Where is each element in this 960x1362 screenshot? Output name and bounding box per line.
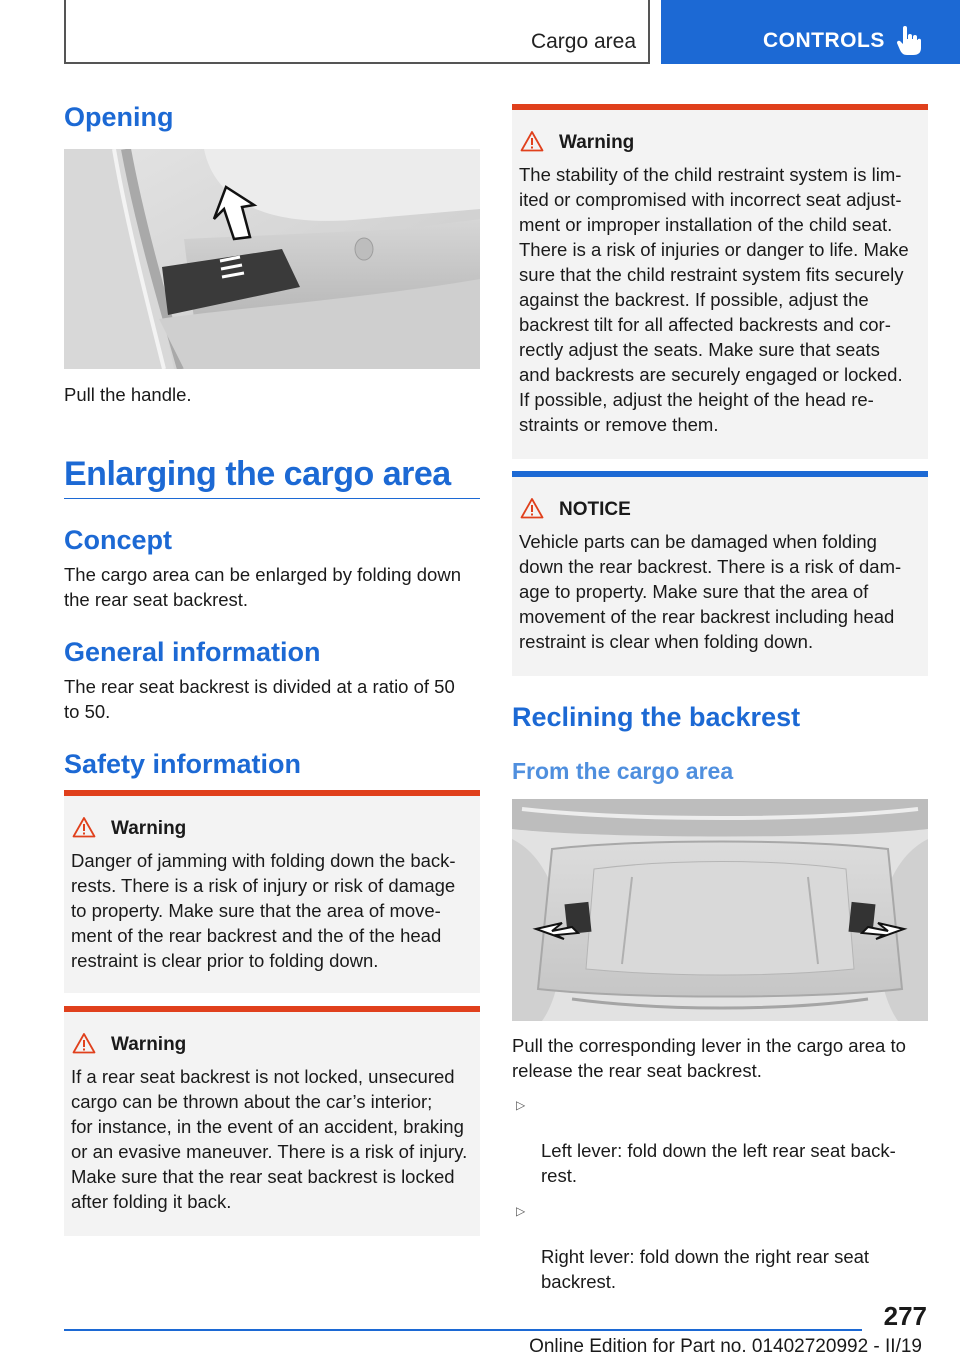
opening-caption: Pull the handle. xyxy=(64,384,192,405)
warning-text: The stability of the child restraint system is lim- ited or compromised with incorrect seat adjust- ment or improper installation of the child seat. There is a risk of injuries or danger to life. Make sure that the child restraint system fits securely against the backrest. If possible, adjust the backrest tilt for all affected backrests and cor- rectly adjust the seats. Make sure that seats and backrests are securely engaged or locked. If possible, adjust the height of the head re- straints or remove them. xyxy=(519,164,909,435)
warning-bar xyxy=(64,790,480,796)
warning-box-jamming xyxy=(64,790,480,993)
safety-info-heading: Safety information xyxy=(64,749,302,779)
warning-title: Warning xyxy=(559,132,635,153)
warning-title: Warning xyxy=(111,1034,187,1055)
notice-box-vehicle-parts xyxy=(512,471,928,676)
triangle-bullet-icon: ▷ xyxy=(516,1204,526,1218)
footer-rule xyxy=(64,1329,862,1331)
cargo-caption: Pull the corresponding lever in the cargo area to release the rear seat backrest. xyxy=(512,1035,906,1081)
notice-text: Vehicle parts can be damaged when folding down the rear backrest. There is a risk of dam- age to property. Make sure that the area of movement of the rear backrest including head restraint is clear when folding down. xyxy=(519,531,902,652)
warning-box-child-restraint xyxy=(512,104,928,459)
warning-text: Danger of jamming with folding down the back- rests. There is a risk of injury or risk of damage to property. Make sure that the area of move- ment of the rear backrest and the of the head restraint is clear prior to folding down. xyxy=(71,850,456,971)
page-number: 277 xyxy=(883,1301,927,1331)
list-item xyxy=(512,1194,928,1294)
triangle-bullet-icon: ▷ xyxy=(516,1098,526,1112)
general-info-text: The rear seat backrest is divided at a ratio of 50 to 50. xyxy=(64,676,455,722)
concept-text: The cargo area can be enlarged by folding down the rear seat backrest. xyxy=(64,564,461,610)
main-heading-rule xyxy=(64,498,480,499)
warning-triangle-icon xyxy=(520,497,544,519)
list-item xyxy=(512,1088,928,1188)
header-section-title: Cargo area xyxy=(530,30,636,53)
warning-title: Warning xyxy=(111,818,187,839)
lever-list xyxy=(512,1088,928,1300)
warning-bar xyxy=(512,104,928,110)
from-cargo-area-heading: From the cargo area xyxy=(512,758,734,784)
header-chapter-label: CONTROLS xyxy=(763,29,885,52)
footer-edition[interactable]: Online Edition for Part no. 01402720992 - II/19 xyxy=(529,1336,922,1357)
warning-triangle-icon xyxy=(72,816,96,838)
list-item-text: Left lever: fold down the left rear seat back- rest. xyxy=(541,1140,896,1186)
general-info-heading: General information xyxy=(64,637,321,667)
warning-text: If a rear seat backrest is not locked, unsecured cargo can be thrown about the car’s interior; for instance, in the event of an accident, braking or an evasive maneuver. There is a risk of injury. Make sure that the rear seat backrest is locked after folding it back. xyxy=(71,1066,468,1212)
notice-bar xyxy=(512,471,928,477)
concept-heading: Concept xyxy=(64,525,172,555)
header-section-box xyxy=(64,0,650,64)
cargo-area-levers-figure xyxy=(512,799,928,1021)
pointing-hand-icon xyxy=(895,26,921,56)
main-heading: Enlarging the cargo area xyxy=(64,455,451,493)
warning-bar xyxy=(64,1006,480,1012)
warning-triangle-icon xyxy=(520,130,544,152)
opening-heading: Opening xyxy=(64,102,174,132)
reclining-heading: Reclining the backrest xyxy=(512,702,801,732)
opening-handle-figure xyxy=(64,149,480,369)
notice-title: NOTICE xyxy=(559,499,631,520)
warning-triangle-icon xyxy=(72,1032,96,1054)
warning-box-unsecured-cargo xyxy=(64,1006,480,1236)
list-item-text: Right lever: fold down the right rear seat backrest. xyxy=(541,1246,870,1292)
header-chapter-tab[interactable] xyxy=(661,0,960,64)
